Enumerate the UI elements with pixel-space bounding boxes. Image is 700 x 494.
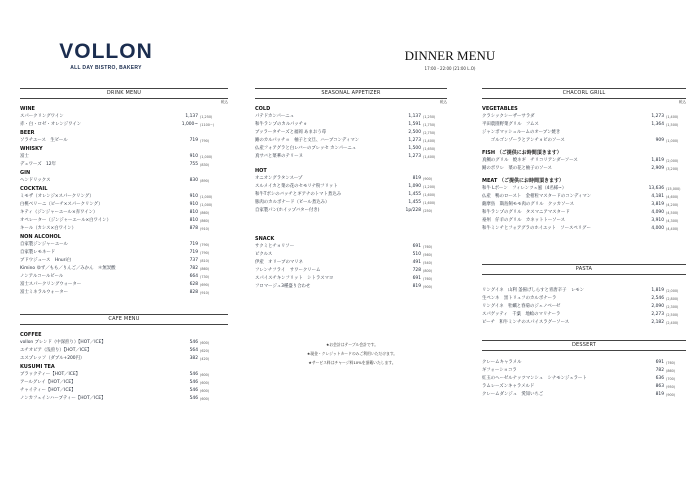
- item-price: 810: [189, 210, 198, 215]
- menu-hours: 17:00 - 22:00 (21:00 L.O): [424, 66, 476, 71]
- item-price-with-tax: (790): [200, 243, 210, 247]
- item-name: 真鯛のグリル 焼ネギ チリコリアンダーソース: [482, 158, 578, 163]
- item-name: スパゲッティ 千葉 地蛤のマリナーラ: [482, 312, 561, 317]
- item-price: 728: [412, 268, 421, 273]
- menu-item: [20, 257, 228, 265]
- menu-item: [482, 113, 686, 121]
- item-price-with-tax: (900): [423, 177, 433, 181]
- item-name: キティ（ジンジャーエール×赤ワイン）: [20, 210, 98, 215]
- item-price-with-tax: (1,600): [423, 201, 436, 205]
- item-name: 平田農園野菜グリル フムス: [482, 122, 539, 127]
- item-price: 546: [189, 380, 198, 385]
- item-name: チャイティー【HOT／ICE】: [20, 388, 76, 393]
- item-price: 1,137: [408, 114, 421, 119]
- menu-item: [482, 383, 686, 391]
- item-price-with-tax: (900): [666, 393, 676, 397]
- menu-item: [20, 113, 228, 121]
- menu-item: [255, 199, 447, 207]
- item-name: ピーチ 和牛ミンチのスパイスラグーソース: [482, 320, 570, 325]
- item-price: 910: [189, 202, 198, 207]
- item-price-with-tax: (1,750): [423, 123, 436, 127]
- item-name: 薩摩鳥 鶏島飼モモ肉のグリル クッカソース: [482, 202, 574, 207]
- item-price-with-tax: (1,400): [423, 139, 436, 143]
- item-price-with-tax: (860): [200, 267, 210, 271]
- item-name: ノンアルコールビール: [20, 274, 64, 279]
- item-price-with-tax: (4,300): [666, 219, 679, 223]
- item-price: 1,819: [651, 158, 664, 163]
- item-price: 1,273: [651, 114, 664, 119]
- item-price-with-tax: (3,200): [666, 167, 679, 171]
- menu-item: [255, 137, 447, 145]
- item-price: 878: [189, 226, 198, 231]
- drink-menu-header: DRINK MENU: [20, 88, 228, 99]
- menu-item: [482, 303, 686, 311]
- item-name: 富士ミネラルウォーター: [20, 290, 68, 295]
- section-title: GIN: [20, 170, 31, 176]
- cafe-menu-column: [20, 314, 228, 403]
- item-name: ギフォーショコラ: [482, 368, 517, 373]
- item-price-with-tax: (900): [423, 285, 433, 289]
- item-price: 910: [189, 154, 198, 159]
- item-price-with-tax: (4,500): [666, 211, 679, 215]
- item-name: ノンカフェインハーブティー【HOT／ICE】: [20, 396, 106, 401]
- item-price-with-tax: (2,000): [666, 159, 679, 163]
- item-name: クレームダンジュ 愛知いちご: [482, 392, 544, 397]
- item-price: 719: [189, 250, 198, 255]
- tax-label: 税込: [220, 100, 228, 104]
- notes: [260, 340, 444, 367]
- item-name: ジャンボマッシュルームのオーブン焼き: [482, 130, 561, 135]
- item-name: 生ペンネ 黒トリュフのカルボナーラ: [482, 296, 557, 301]
- menu-item: [255, 251, 447, 259]
- section-title: MEAT （ご提供にお時間頂きます）: [482, 178, 565, 184]
- item-price: 1,591: [408, 122, 421, 127]
- item-price: 546: [189, 372, 198, 377]
- item-price: 830: [189, 178, 198, 183]
- item-name: 自家製パン(ホイップバター付き): [255, 208, 320, 213]
- item-price-with-tax: (560): [423, 253, 433, 257]
- section-title: VEGETABLES: [482, 106, 518, 112]
- item-price-with-tax: (910): [200, 291, 210, 295]
- item-name: 和牛ミンチとフォアグラのホイエット ソースペリグー: [482, 226, 591, 231]
- item-price-with-tax: (2,800): [666, 297, 679, 301]
- item-price: 4,090: [651, 210, 664, 215]
- item-name: ピクルス: [255, 252, 273, 257]
- item-name: エチオピア（浅煎り）【HOT／ICE】: [20, 348, 92, 353]
- menu-item: [255, 275, 447, 283]
- menu-item: [20, 273, 228, 281]
- item-price-with-tax: (760): [666, 361, 676, 365]
- menu-item: [482, 359, 686, 367]
- item-price-with-tax: (690): [200, 283, 210, 287]
- item-price: 564: [189, 348, 198, 353]
- menu-item: [255, 267, 447, 275]
- item-name: Kimino ゆず／もも／りんご／みかん ＊無炭酸: [20, 266, 116, 271]
- item-price: 382: [189, 356, 198, 361]
- item-name: 白桃ベリーニ（ピーチ×スパークリング）: [20, 202, 103, 207]
- dessert-header: DESSERT: [482, 340, 686, 351]
- item-price-with-tax: (1,000): [200, 195, 213, 199]
- menu-item: [255, 191, 447, 199]
- cafe-list: [20, 331, 228, 403]
- menu-item: [255, 153, 447, 161]
- item-price: 546: [189, 396, 198, 401]
- item-price-with-tax: (600): [200, 381, 210, 385]
- menu-item: [482, 287, 686, 295]
- item-price-with-tax: (1,600): [423, 193, 436, 197]
- item-name: 仏産フォアグラと白レバーのブレッセ カンパーニュ: [255, 146, 357, 151]
- item-name: パテドカンパーニュ: [255, 114, 295, 119]
- menu-item: [20, 193, 228, 201]
- item-name: 和牛ランプのカルパッチョ: [255, 122, 308, 127]
- item-price-with-tax: (620): [200, 349, 210, 353]
- item-price-with-tax: (760): [423, 245, 433, 249]
- note: ★現金・クレジットカードのみご利用いただけます。: [306, 351, 398, 356]
- item-name: 伊産 オリーブのマリネ: [255, 260, 303, 265]
- item-price: 691: [412, 244, 421, 249]
- menu-item: [20, 281, 228, 289]
- item-price-with-tax: (700): [666, 377, 676, 381]
- item-price-with-tax: (1,200): [423, 185, 436, 189]
- menu-item: [20, 265, 228, 273]
- item-name: ミモザ（オレンジ×スパークリング）: [20, 194, 94, 199]
- section-title: COLD: [255, 106, 271, 112]
- item-price-with-tax: (1,250): [423, 115, 436, 119]
- item-name: サクミとチョリソー: [255, 244, 295, 249]
- item-price-with-tax: (950): [666, 385, 676, 389]
- menu-item: [20, 209, 228, 217]
- grill-column: [482, 88, 686, 233]
- brand: [56, 40, 156, 71]
- item-name: ヘンドリックス: [20, 178, 51, 183]
- item-price-with-tax: (1,000): [200, 203, 213, 207]
- note: ★お会計はテーブル会計です。: [325, 342, 379, 347]
- section-title: WINE: [20, 106, 35, 112]
- item-name: 赤・白・ロゼ・オレンジワイン: [20, 122, 82, 127]
- pasta-column: [482, 264, 686, 327]
- item-price: 1,000~: [181, 122, 198, 127]
- menu-item: [482, 165, 686, 173]
- item-name: リングイネ 山利 釜揚げしらすと青唐辛子 レモン: [482, 288, 585, 293]
- item-price-with-tax: (600): [200, 373, 210, 377]
- tax-label: 税込: [439, 100, 447, 104]
- drink-list: [20, 105, 228, 297]
- dessert-column: [482, 340, 686, 399]
- item-price-with-tax: (1,000): [200, 155, 213, 159]
- item-price: 782: [655, 368, 664, 373]
- menu-item: [255, 283, 447, 291]
- item-name: アールグレイ【HOT／ICE】: [20, 380, 76, 385]
- menu-item: [20, 371, 228, 379]
- item-name: ソラチエース 生ビール: [20, 138, 68, 143]
- item-price-with-tax: (730): [200, 275, 210, 279]
- item-price-with-tax: (1,000): [666, 139, 679, 143]
- item-name: 真サバと菜華のテリーヌ: [255, 154, 304, 159]
- item-price: 510: [412, 252, 421, 257]
- menu-item: [482, 121, 686, 129]
- item-price: 546: [189, 340, 198, 345]
- item-price: 828: [189, 290, 198, 295]
- menu-item: [255, 183, 447, 191]
- item-price: 2,500: [408, 130, 421, 135]
- item-price: 755: [189, 162, 198, 167]
- item-price: 819: [655, 392, 664, 397]
- item-price: 4,181: [651, 194, 664, 199]
- item-price-with-tax: (4,200): [666, 203, 679, 207]
- menu-item: [20, 387, 228, 395]
- item-name: 和牛 Lボーン フィレンツェ風（4名様~）: [482, 186, 567, 191]
- menu-item: [20, 347, 228, 355]
- item-price: 546: [189, 388, 198, 393]
- item-price: 1p/228: [405, 208, 421, 213]
- item-price-with-tax: (860): [200, 219, 210, 223]
- item-price-with-tax: (860): [666, 369, 676, 373]
- item-name: 豚肉のカルボナード（ビール煮込み）: [255, 200, 330, 205]
- menu-item: [20, 225, 228, 233]
- item-name: エスプレッソ（ダブル+200円）: [20, 356, 85, 361]
- pasta-list: [482, 287, 686, 327]
- item-price: 1,273: [408, 154, 421, 159]
- item-name: 豪州 仔羊のグリル カネットトーソース: [482, 218, 566, 223]
- menu-item: [482, 295, 686, 303]
- menu-item: [255, 121, 447, 129]
- item-price: 1,273: [408, 138, 421, 143]
- item-price-with-tax: (830): [200, 163, 210, 167]
- item-name: 鰆のカルパッチョ 柚子と文旦、ハーブコンディマン: [255, 138, 360, 143]
- menu-item: [482, 193, 686, 201]
- item-price: 2,090: [651, 304, 664, 309]
- menu-item: [20, 161, 228, 169]
- menu-item: [482, 367, 686, 375]
- item-price: 3,910: [651, 218, 664, 223]
- item-name: スパイスチキンフリット シトラスマヨ: [255, 276, 334, 281]
- brand-name: VOLLON: [59, 40, 153, 63]
- item-price: 691: [412, 276, 421, 281]
- section-title: KUSUMI TEA: [20, 364, 55, 370]
- item-price-with-tax: (250): [423, 209, 433, 213]
- item-price-with-tax: (2,000): [666, 289, 679, 293]
- menu-item: [20, 153, 228, 161]
- menu-item: [482, 319, 686, 327]
- brand-tagline: ALL DAY BISTRO, BAKERY: [70, 65, 142, 71]
- appetizer-header: SEASONAL APPETIZER: [255, 88, 447, 99]
- item-name: ブッラータチーズと福岡 あまおう苺: [255, 130, 327, 135]
- item-price: 819: [412, 284, 421, 289]
- menu-item: [255, 129, 447, 137]
- section-title: WHISKY: [20, 146, 43, 152]
- cafe-menu-header: CAFE MENU: [20, 314, 228, 325]
- menu-item: [482, 311, 686, 319]
- item-price: 1,819: [651, 288, 664, 293]
- menu-item: [482, 375, 686, 383]
- item-name: ゴルゴンゾーラとアンチョビのソース: [482, 138, 565, 143]
- item-price-with-tax: (860): [200, 211, 210, 215]
- menu-item: [482, 217, 686, 225]
- menu-item: [255, 113, 447, 121]
- item-price: 491: [412, 260, 421, 265]
- item-price: 664: [189, 274, 198, 279]
- item-name: 仏産 鴨のロースト 金柑粒マスタードのコンディマン: [482, 194, 592, 199]
- item-price: 1,090: [408, 184, 421, 189]
- menu-item: [255, 207, 447, 215]
- item-name: リングイネ 牡蠣と春菊のジェノベーゼ: [482, 304, 561, 309]
- item-price: 719: [189, 138, 198, 143]
- item-price: 2,273: [651, 312, 664, 317]
- item-price-with-tax: (890): [200, 179, 210, 183]
- menu-item: [20, 289, 228, 297]
- item-price-with-tax: (1,500): [666, 123, 679, 127]
- item-price: 2,182: [651, 320, 664, 325]
- item-price-with-tax: (2,400): [666, 321, 679, 325]
- item-price-with-tax: (800): [423, 269, 433, 273]
- item-price: 810: [189, 218, 198, 223]
- item-price: 2,546: [651, 296, 664, 301]
- item-price-with-tax: (790): [200, 251, 210, 255]
- section-title: NON ALCOHOL: [20, 234, 61, 240]
- item-name: 富士: [20, 154, 29, 159]
- item-name: 紅玉のヘーゼルナッツマンシュ シナモンジェラート: [482, 376, 587, 381]
- menu-item: [20, 217, 228, 225]
- section-title: SNACK: [255, 236, 275, 242]
- item-price: 1,455: [408, 200, 421, 205]
- appetizer-list: [255, 105, 447, 291]
- section-title: HOT: [255, 168, 267, 174]
- menu-item: [20, 177, 228, 185]
- item-name: 鯖のポワレ 菜の花と柚子のソース: [482, 166, 552, 171]
- menu-item: [482, 157, 686, 165]
- menu-item: [20, 121, 228, 129]
- menu-item: [255, 145, 447, 153]
- item-name: オニオングラタンスープ: [255, 176, 303, 181]
- item-price: 4,000: [651, 226, 664, 231]
- note: ★サービス料はチャージ料10%を頂戴いたします。: [308, 360, 396, 365]
- menu-item: [482, 137, 686, 145]
- item-name: 自家製ジンジャーエール: [20, 242, 68, 247]
- item-name: クラシックシーザーサラダ: [482, 114, 535, 119]
- item-price-with-tax: (760): [423, 277, 433, 281]
- item-name: クレームキャラメル: [482, 360, 522, 365]
- menu-item: [255, 243, 447, 251]
- menu-item: [482, 225, 686, 233]
- section-title: COFFEE: [20, 332, 42, 338]
- item-price-with-tax: (540): [423, 261, 433, 265]
- item-price: 691: [655, 360, 664, 365]
- menu-title: DINNER MENU: [404, 48, 496, 63]
- item-name: キール（カシス×白ワイン）: [20, 226, 77, 231]
- item-name: 自家製レモネード: [20, 250, 56, 255]
- section-title: BEER: [20, 130, 35, 136]
- item-price: 13,636: [648, 186, 664, 191]
- item-price: 1,455: [408, 192, 421, 197]
- item-price: 737: [189, 258, 198, 263]
- item-price: 863: [655, 384, 664, 389]
- item-price: 719: [189, 242, 198, 247]
- item-price: 3,819: [651, 202, 664, 207]
- menu-item: [482, 209, 686, 217]
- item-price-with-tax: (600): [200, 397, 210, 401]
- item-price: 636: [655, 376, 664, 381]
- menu-item: [20, 249, 228, 257]
- item-name: vollon ブレンド（中深煎り）【HOT／ICE】: [20, 340, 106, 345]
- item-name: スルメイカと菜の花のセモリナ粉フリット: [255, 184, 338, 189]
- item-price: 1,137: [185, 114, 198, 119]
- menu-item: [20, 395, 228, 403]
- item-price: 1,364: [651, 122, 664, 127]
- menu-item: [20, 339, 228, 347]
- pasta-header: PASTA: [482, 264, 686, 275]
- item-price-with-tax: (2,750): [423, 131, 436, 135]
- menu-item: [482, 185, 686, 193]
- menu-item: [482, 391, 686, 399]
- menu-item: [20, 241, 228, 249]
- menu-item: [255, 259, 447, 267]
- grill-list: [482, 105, 686, 233]
- item-price-with-tax: (1,400): [666, 115, 679, 119]
- dessert-list: [482, 359, 686, 399]
- menu-item: [482, 129, 686, 137]
- item-name: ラムレーズンキャラメルド: [482, 384, 535, 389]
- item-name: フレンチフライ サワークリーム: [255, 268, 321, 273]
- item-price-with-tax: (1,650): [423, 147, 436, 151]
- item-name: 和牛Tボシのバッチとギアナのトマト煮込み: [255, 192, 342, 197]
- item-price-with-tax: (1,250): [200, 115, 213, 119]
- item-name: ブドウジュース Hnuri白: [20, 258, 72, 263]
- item-price-with-tax: (790): [200, 139, 210, 143]
- menu-item: [255, 175, 447, 183]
- menu-item: [482, 201, 686, 209]
- item-price-with-tax: (1100~): [200, 123, 215, 127]
- item-price-with-tax: (4,600): [666, 195, 679, 199]
- item-price-with-tax: (600): [200, 389, 210, 393]
- menu-item: [20, 137, 228, 145]
- grill-header: CHACORL GRILL: [482, 88, 686, 99]
- item-price: 2,909: [651, 166, 664, 171]
- item-name: オペレーター（ジンジャーエール×白ワイン）: [20, 218, 111, 223]
- item-price-with-tax: (1,400): [423, 155, 436, 159]
- item-name: ブラックティー【HOT／ICE】: [20, 372, 81, 377]
- item-price-with-tax: (810): [200, 259, 210, 263]
- item-price-with-tax: (2,300): [666, 305, 679, 309]
- item-name: 富士スパークリングウォーター: [20, 282, 82, 287]
- item-price: 628: [189, 282, 198, 287]
- drink-menu-column: [20, 88, 228, 297]
- item-name: スパークリングワイン: [20, 114, 64, 119]
- menu-item: [20, 201, 228, 209]
- item-price-with-tax: (600): [200, 341, 210, 345]
- menu-item: [20, 379, 228, 387]
- item-name: フロマージュ3種盛り合わせ: [255, 284, 311, 289]
- item-price-with-tax: (15,000): [666, 187, 681, 191]
- item-price-with-tax: (2,500): [666, 313, 679, 317]
- section-title: FISH （ご提供にお時間頂きます）: [482, 150, 562, 156]
- item-name: 和牛ランプのグリル タスマニアマスタード: [482, 210, 570, 215]
- item-price: 1,500: [408, 146, 421, 151]
- item-price-with-tax: (4,400): [666, 227, 679, 231]
- menu-item: [20, 355, 228, 363]
- tax-label: 税込: [678, 100, 686, 104]
- item-price: 819: [412, 176, 421, 181]
- item-price: 909: [655, 138, 664, 143]
- section-title: COCKTAIL: [20, 186, 48, 192]
- item-price: 910: [189, 194, 198, 199]
- item-price: 782: [189, 266, 198, 271]
- appetizer-column: [255, 88, 447, 291]
- item-price-with-tax: (420): [200, 357, 210, 361]
- item-name: デュワーズ 12年: [20, 162, 56, 167]
- item-price-with-tax: (910): [200, 227, 210, 231]
